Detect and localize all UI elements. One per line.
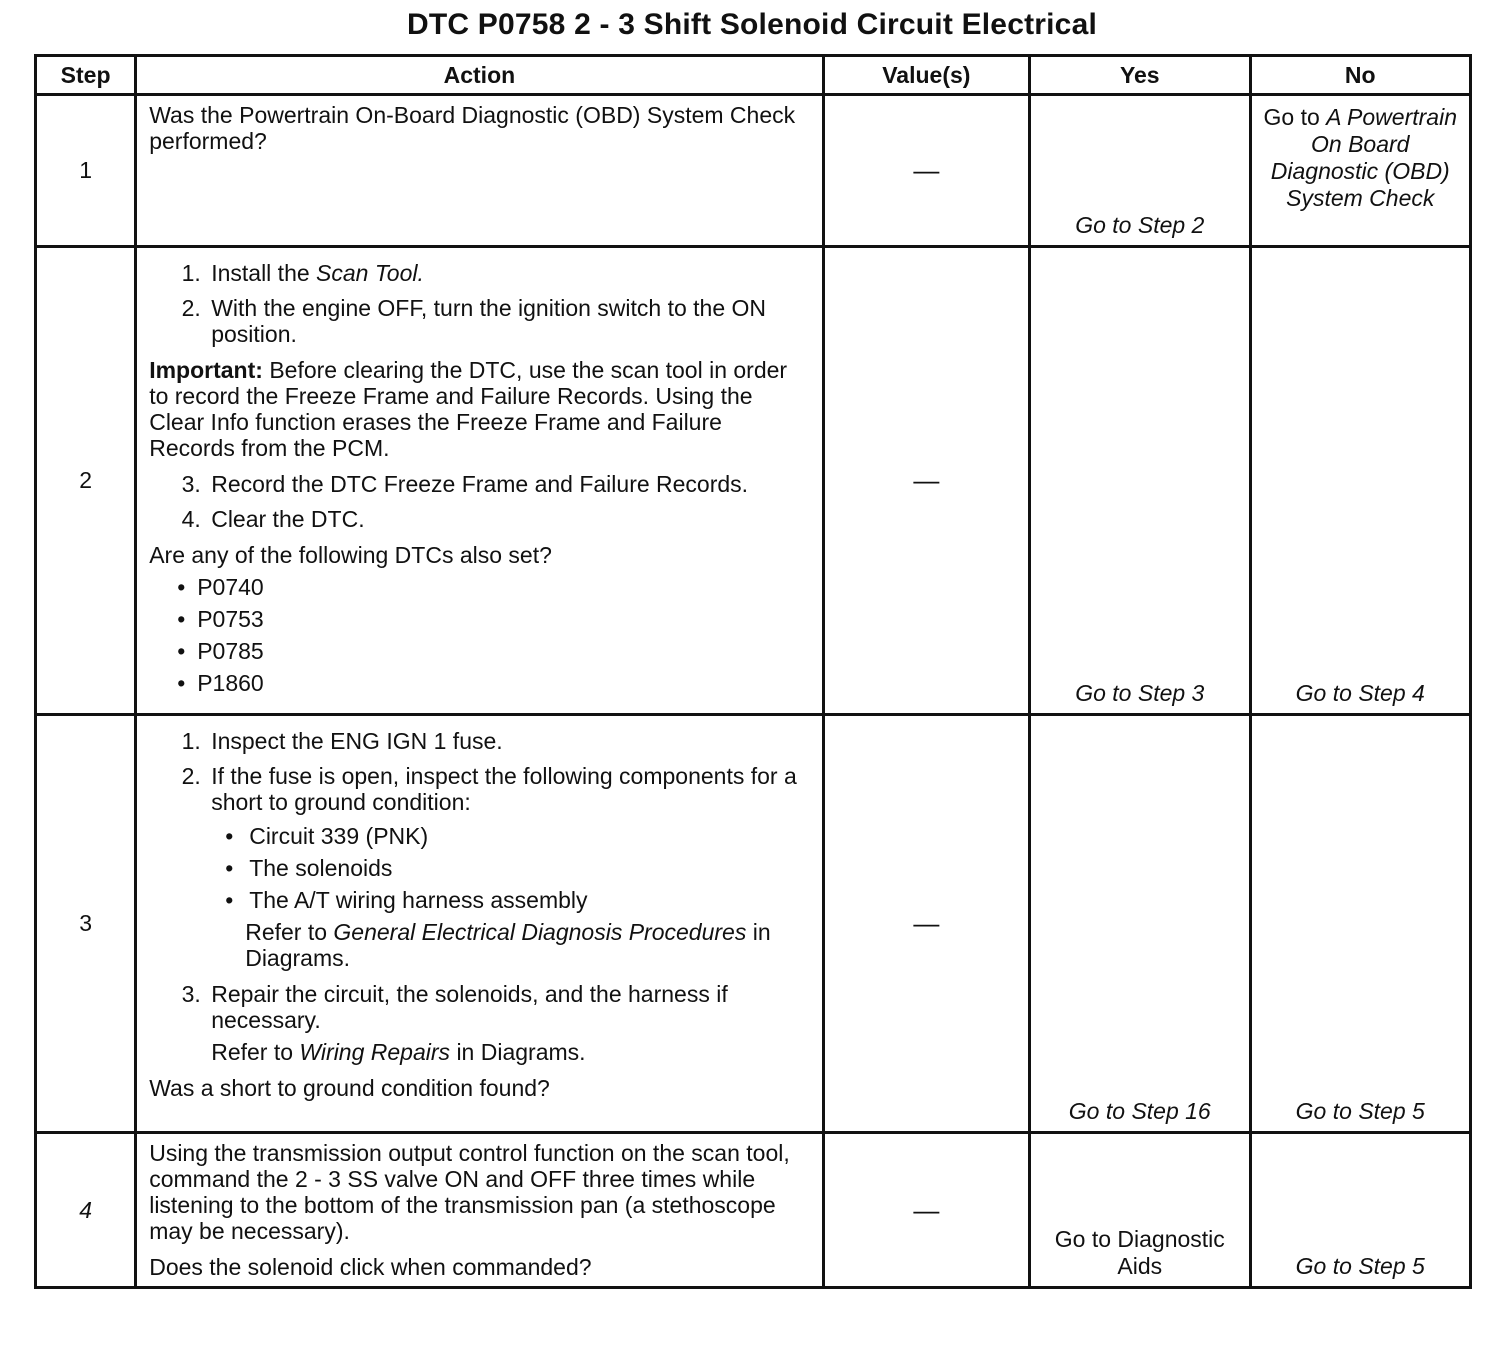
action-step: 1. Inspect the ENG IGN 1 fuse.	[207, 728, 811, 754]
step-number: 1	[36, 95, 136, 247]
value-cell: —	[823, 247, 1029, 715]
action-question: Are any of the following DTCs also set?	[149, 542, 552, 568]
action-cell	[136, 95, 823, 247]
reference-note: Refer to Wiring Repairs in Diagrams.	[211, 1039, 586, 1065]
yes-link[interactable]: Go to Step 3	[1030, 247, 1250, 715]
action-step: 2. If the fuse is open, inspect the following components for a short to ground condition: • Circuit 339 (PNK) • The solenoids • The A/T wiring harness assembly Refer to General Electrical Diagnosis Procedures in Diagrams.	[207, 763, 811, 971]
dtc-code: • P1860	[197, 670, 811, 696]
no-link[interactable]: Go to Step 5	[1250, 715, 1471, 1133]
action-instruction: Using the transmission output control function on the scan tool, command the 2 - 3 SS valve ON and OFF three times while listening to the bottom of the transmission pan (a stethoscope may be necessary).	[149, 1140, 790, 1244]
table-row	[36, 715, 1471, 1133]
dtc-code: • P0740	[197, 574, 811, 600]
action-question: Was a short to ground condition found?	[149, 1075, 550, 1101]
yes-link[interactable]: Go to Diagnostic Aids	[1030, 1133, 1250, 1288]
yes-link[interactable]: Go to Step 16	[1030, 715, 1250, 1133]
value-cell: —	[823, 715, 1029, 1133]
important-note: Important: Before clearing the DTC, use the scan tool in order to record the Freeze Frame and Failure Records. Using the Clear Info function erases the Freeze Frame and Failure Records from the PCM.	[149, 357, 788, 461]
diagnostic-table	[34, 54, 1472, 1289]
yes-link[interactable]: Go to Step 2	[1030, 95, 1250, 247]
dtc-code: • P0785	[197, 638, 811, 664]
action-step: 1. Install the Scan Tool.	[207, 260, 811, 286]
step-number: 3	[36, 715, 136, 1133]
component-item: • The A/T wiring harness assembly	[245, 887, 811, 913]
action-cell	[136, 715, 823, 1133]
no-link[interactable]: Go to A Powertrain On Board Diagnostic (OBD) System Check	[1250, 95, 1471, 247]
no-link[interactable]: Go to Step 4	[1250, 247, 1471, 715]
table-row	[36, 1133, 1471, 1288]
action-step: 3. Record the DTC Freeze Frame and Failure Records.	[207, 471, 811, 497]
page-title: DTC P0758 2 - 3 Shift Solenoid Circuit Electrical	[407, 8, 1097, 41]
header-yes: Yes	[1030, 56, 1250, 95]
step-number: 2	[36, 247, 136, 715]
table-row	[36, 95, 1471, 247]
action-cell	[136, 247, 823, 715]
action-step: 3. Repair the circuit, the solenoids, and the harness if necessary. Refer to Wiring Repairs in Diagrams.	[207, 981, 811, 1065]
value-cell: —	[823, 1133, 1029, 1288]
header-step: Step	[36, 56, 136, 95]
action-question: Does the solenoid click when commanded?	[149, 1254, 592, 1280]
action-question: Was the Powertrain On-Board Diagnostic (OBD) System Check performed?	[149, 102, 796, 154]
component-item: • Circuit 339 (PNK)	[245, 823, 811, 849]
action-step: 4. Clear the DTC.	[207, 506, 811, 532]
header-action: Action	[136, 56, 823, 95]
component-item: • The solenoids	[245, 855, 811, 881]
action-cell	[136, 1133, 823, 1288]
header-no: No	[1250, 56, 1471, 95]
reference-note: Refer to General Electrical Diagnosis Procedures in Diagrams.	[245, 919, 771, 971]
action-step: 2. With the engine OFF, turn the ignition switch to the ON position.	[207, 295, 811, 347]
no-link[interactable]: Go to Step 5	[1250, 1133, 1471, 1288]
header-row	[36, 56, 1471, 95]
step-number: 4	[36, 1133, 136, 1288]
table-row	[36, 247, 1471, 715]
dtc-code: • P0753	[197, 606, 811, 632]
header-values: Value(s)	[823, 56, 1029, 95]
value-cell: —	[823, 95, 1029, 247]
